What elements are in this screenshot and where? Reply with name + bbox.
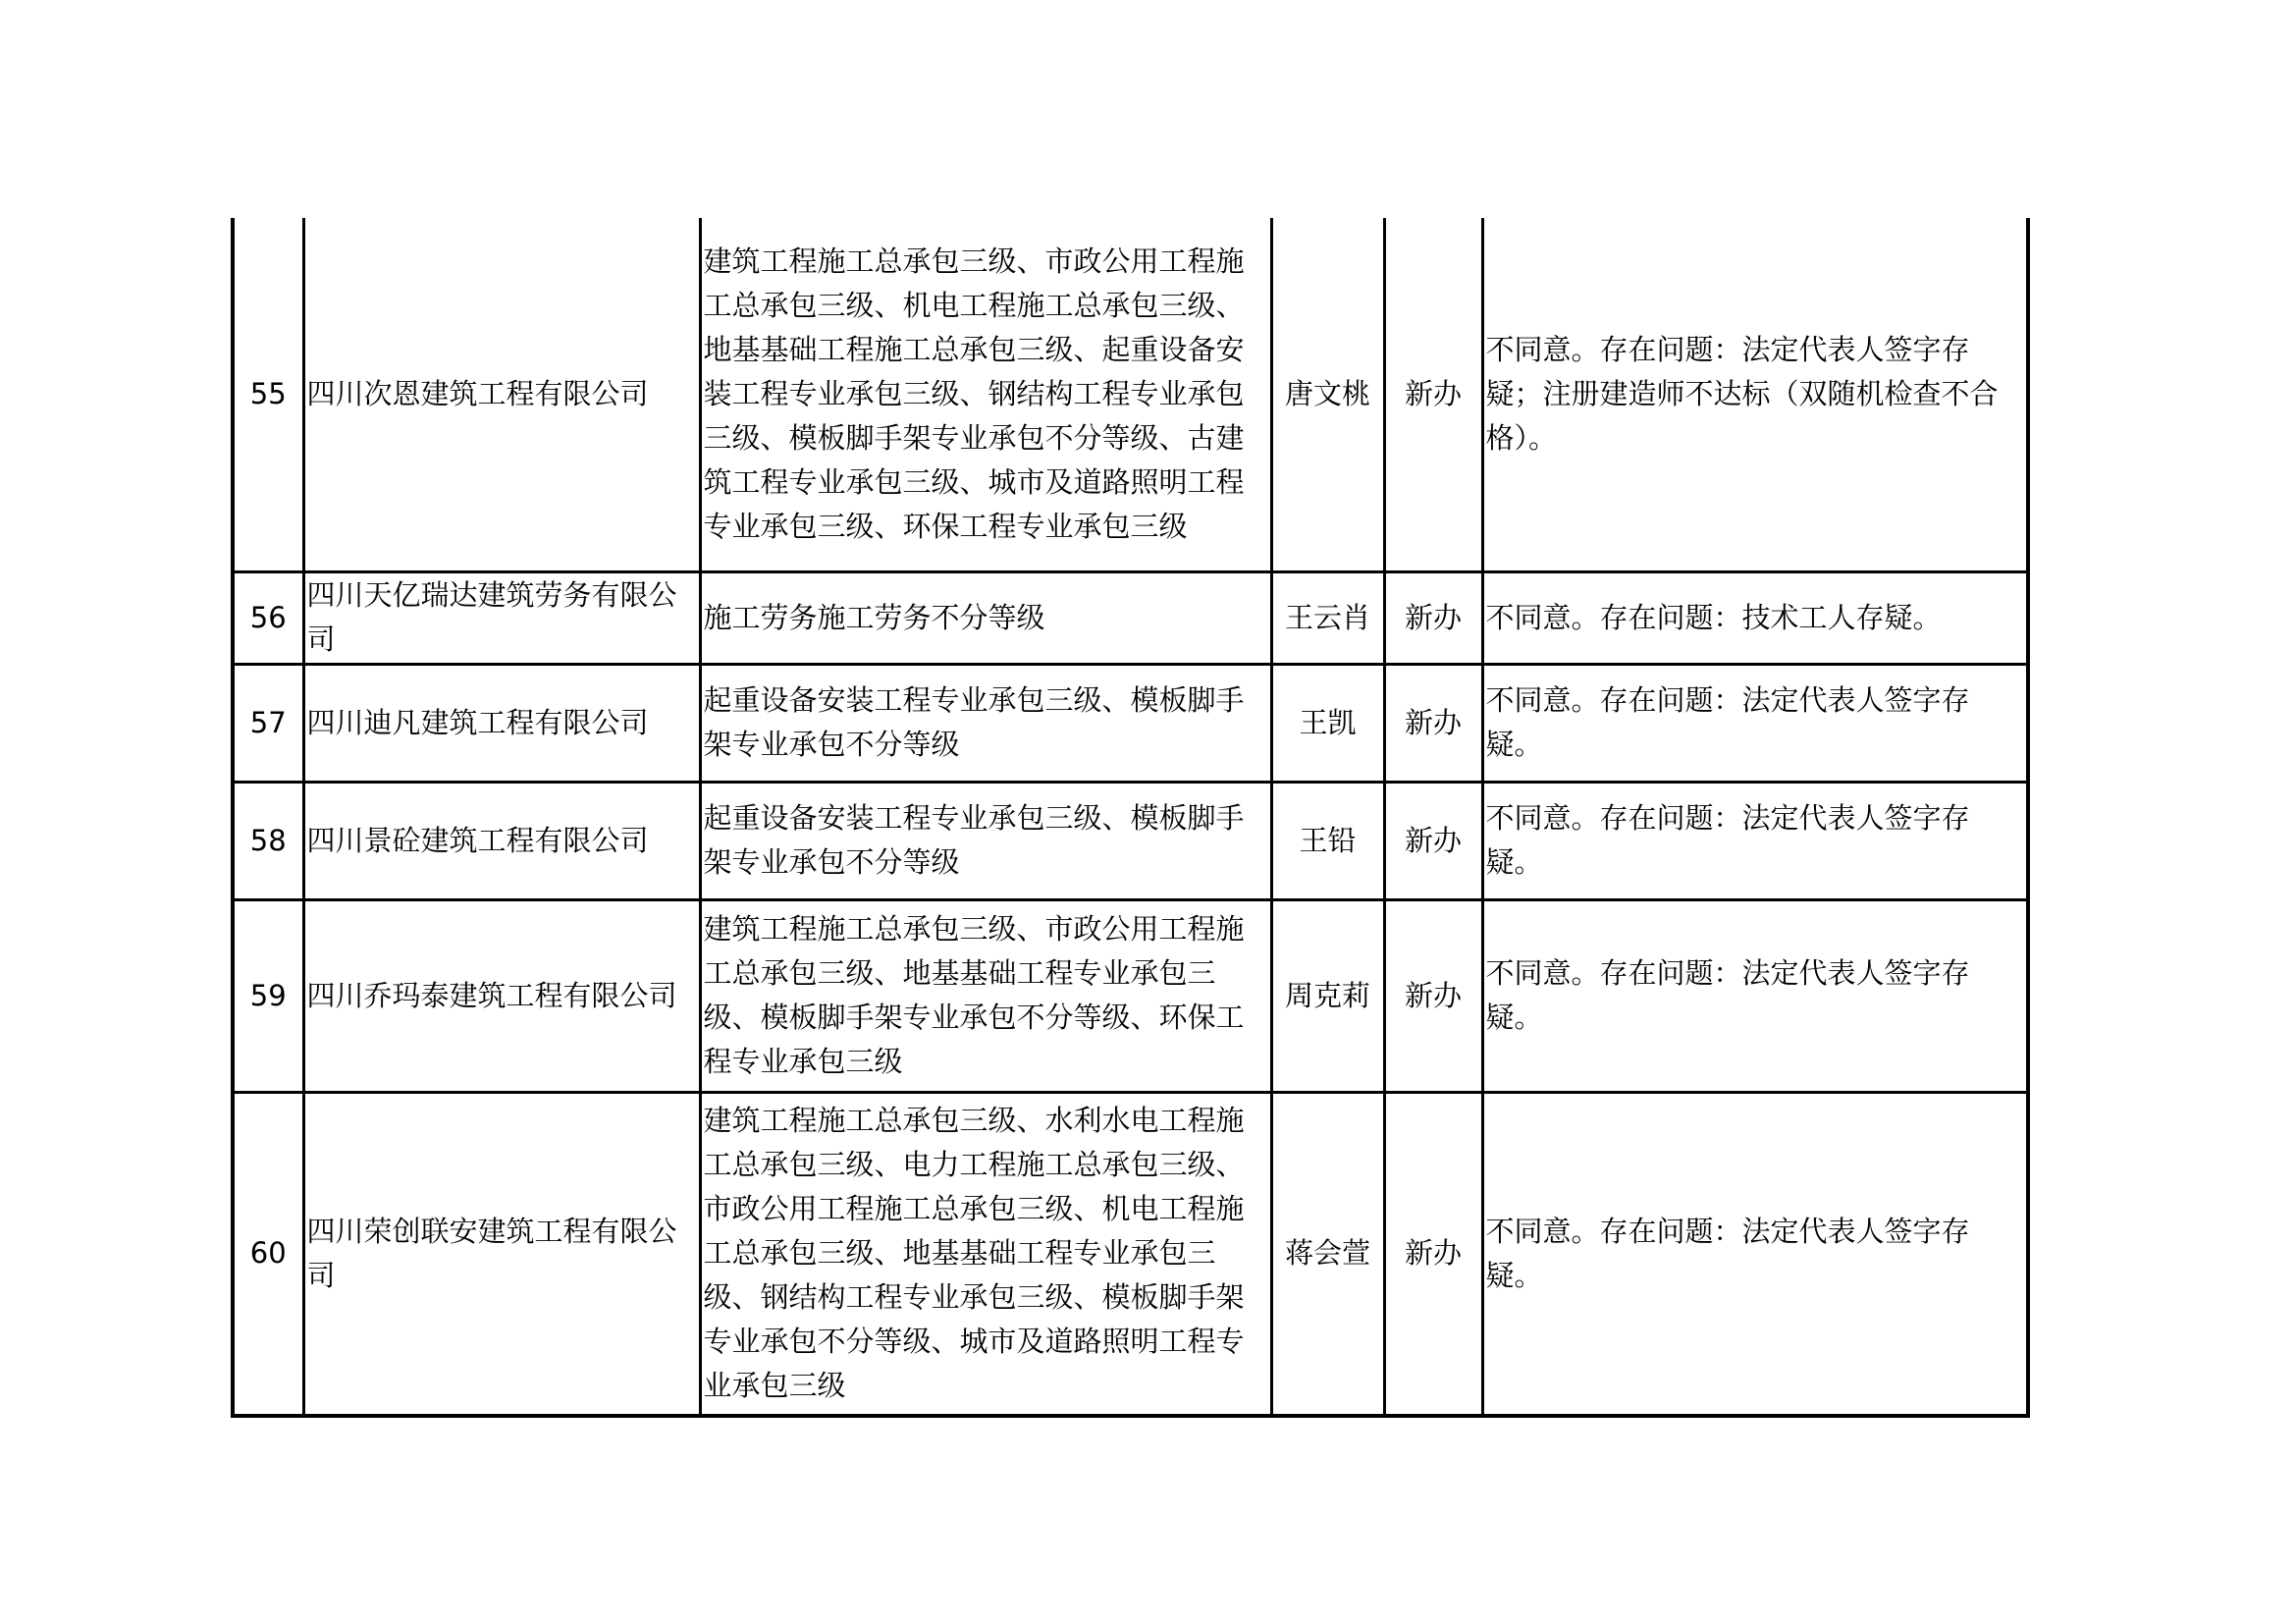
row-number: 58	[233, 782, 303, 899]
row-number: 56	[233, 571, 303, 664]
row-number: 60	[233, 1092, 303, 1416]
table-row	[233, 571, 2028, 664]
qualification-items: 起重设备安装工程专业承包三级、模板脚手架专业承包不分等级	[700, 664, 1271, 782]
company-name: 四川迪凡建筑工程有限公司	[303, 664, 700, 782]
company-name: 四川乔玛泰建筑工程有限公司	[303, 899, 700, 1092]
review-opinion: 不同意。存在问题：法定代表人签字存疑。	[1482, 664, 2028, 782]
row-number: 57	[233, 664, 303, 782]
legal-representative: 周克莉	[1271, 899, 1384, 1092]
review-opinion: 不同意。存在问题：法定代表人签字存疑。	[1482, 782, 2028, 899]
table-row	[233, 664, 2028, 782]
company-name: 四川景砼建筑工程有限公司	[303, 782, 700, 899]
qualification-items: 建筑工程施工总承包三级、市政公用工程施工总承包三级、机电工程施工总承包三级、地基基础工程施工总承包三级、起重设备安装工程专业承包三级、钢结构工程专业承包三级、模板脚手架专业承包不分等级、古建筑工程专业承包三级、城市及道路照明工程专业承包三级、环保工程专业承包三级	[700, 218, 1271, 571]
legal-representative: 王凯	[1271, 664, 1384, 782]
legal-representative: 蒋会萱	[1271, 1092, 1384, 1416]
qualification-items: 建筑工程施工总承包三级、水利水电工程施工总承包三级、电力工程施工总承包三级、市政公用工程施工总承包三级、机电工程施工总承包三级、地基基础工程专业承包三级、钢结构工程专业承包三级、模板脚手架专业承包不分等级、城市及道路照明工程专业承包三级	[700, 1092, 1271, 1416]
table-row	[233, 1092, 2028, 1416]
qualification-items: 施工劳务施工劳务不分等级	[700, 571, 1271, 664]
company-name: 四川天亿瑞达建筑劳务有限公司	[303, 571, 700, 664]
application-type: 新办	[1384, 899, 1482, 1092]
application-type: 新办	[1384, 1092, 1482, 1416]
legal-representative: 王铅	[1271, 782, 1384, 899]
qualification-items: 建筑工程施工总承包三级、市政公用工程施工总承包三级、地基基础工程专业承包三级、模板脚手架专业承包不分等级、环保工程专业承包三级	[700, 899, 1271, 1092]
application-type: 新办	[1384, 782, 1482, 899]
row-number: 59	[233, 899, 303, 1092]
table-row	[233, 782, 2028, 899]
review-opinion: 不同意。存在问题：法定代表人签字存疑；注册建造师不达标（双随机检查不合格）。	[1482, 218, 2028, 571]
review-results-table	[231, 218, 2030, 1418]
application-type: 新办	[1384, 218, 1482, 571]
application-type: 新办	[1384, 571, 1482, 664]
review-opinion: 不同意。存在问题：法定代表人签字存疑。	[1482, 899, 2028, 1092]
row-number: 55	[233, 218, 303, 571]
table-row	[233, 899, 2028, 1092]
company-name: 四川荣创联安建筑工程有限公司	[303, 1092, 700, 1416]
review-opinion: 不同意。存在问题：法定代表人签字存疑。	[1482, 1092, 2028, 1416]
table-row	[233, 218, 2028, 571]
review-opinion: 不同意。存在问题：技术工人存疑。	[1482, 571, 2028, 664]
company-name: 四川次恩建筑工程有限公司	[303, 218, 700, 571]
application-type: 新办	[1384, 664, 1482, 782]
qualification-items: 起重设备安装工程专业承包三级、模板脚手架专业承包不分等级	[700, 782, 1271, 899]
legal-representative: 王云肖	[1271, 571, 1384, 664]
legal-representative: 唐文桃	[1271, 218, 1384, 571]
